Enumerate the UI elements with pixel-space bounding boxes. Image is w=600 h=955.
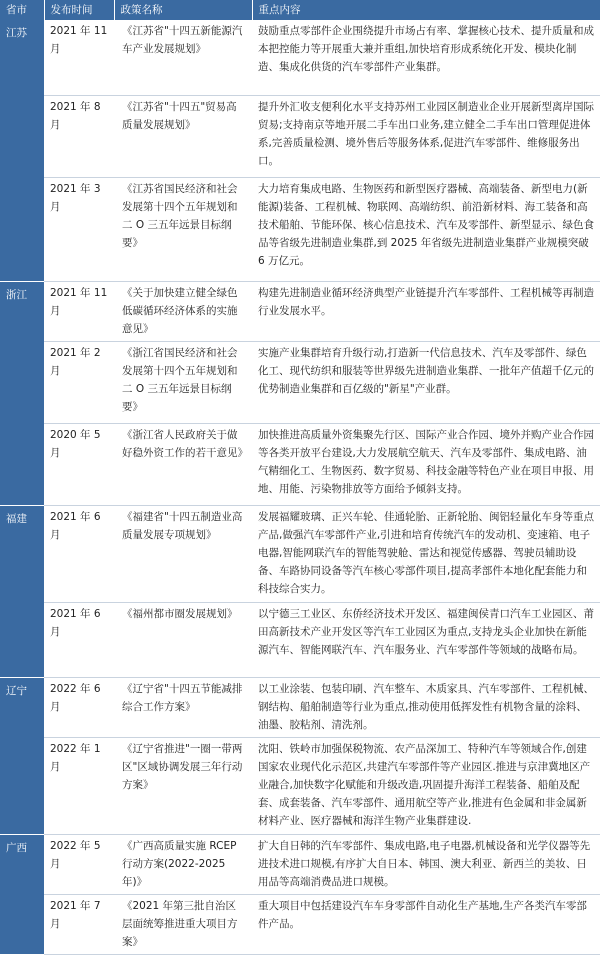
policy-cell: 《福建省"十四五制造业高质量发展专项规划》 (114, 505, 252, 602)
date-cell: 2021 年 2 月 (44, 341, 114, 423)
table-row (0, 341, 600, 423)
date-cell: 2021 年 8 月 (44, 95, 114, 177)
table-row (0, 177, 600, 281)
content-cell: 加快推进高质量外资集聚先行区、国际产业合作园、境外并购产业合作园等各类开放平台建设,大力发展航空航天、汽车及零部件、集成电路、油气精细化工、生物医药、数字贸易、科技金融等特色产业在项目申报、用地、用能、污染物排放等方面给予倾斜支持。 (252, 423, 600, 505)
date-cell: 2021 年 11 月 (44, 281, 114, 341)
content-cell: 大力培育集成电路、生物医药和新型医疗器械、高端装备、新型电力(新能源)装备、工程机械、物联网、高端纺织、前沿新材料、海工装备和高技术船舶、节能环保、核心信息技术、汽车及零部件、新型显示、绿色食品等省级先进制造业集群,到 2025 年省级先进制造业集群产业规模突破 6 万亿元。 (252, 177, 600, 281)
province-cell: 浙江 (0, 281, 44, 505)
content-cell: 沈阳、铁岭市加强保税物流、农产品深加工、特种汽车等领域合作,创建国家农业现代化示范区,共建汽车零部件等产业园区.推进与京津冀地区产业融合,加快数字化赋能和升级改造,巩固提升海洋工程装备、船舶及配套、成套装备、汽车零部件、通用航空等产业,推进有色金属和非金属新材料产业、医疗器械和海洋生物产业集群建设. (252, 737, 600, 834)
content-cell: 实施产业集群培育升级行动,打造新一代信息技术、汽车及零部件、绿色化工、现代纺织和服装等世界级先进制造业集群、一批年产值超千亿元的优势制造业集群和百亿级的"新星"产业群。 (252, 341, 600, 423)
date-cell: 2021 年 3 月 (44, 177, 114, 281)
content-cell: 提升外汇收支便利化水平支持苏州工业园区制造业企业开展新型离岸国际贸易;支持南京等地开展二手车出口业务,建立健全二手车出口管理促进体系,完善质量检测、境外售后等服务体系,促进汽车零部件、维修服务出口。 (252, 95, 600, 177)
date-cell: 2021 年 6 月 (44, 505, 114, 602)
date-cell: 2021 年 11 月 (44, 20, 114, 95)
policy-cell: 《广西高质量实施 RCEP 行动方案(2022-2025 年)》 (114, 834, 252, 894)
content-cell: 重大项目中包括建设汽车车身零部件自动化生产基地,生产各类汽车零部件产品。 (252, 894, 600, 954)
table-row (0, 677, 600, 737)
table-row (0, 20, 600, 95)
policy-cell: 《2021 年第三批自治区层面统筹推进重大项目方案》 (114, 894, 252, 954)
policy-cell: 《辽宁省推进"一圈一带两区"区域协调发展三年行动方案》 (114, 737, 252, 834)
province-cell: 广西 (0, 834, 44, 954)
policy-cell: 《江苏省"十四五新能源汽车产业发展规划》 (114, 20, 252, 95)
table-row (0, 602, 600, 677)
table-row (0, 505, 600, 602)
content-cell: 以工业涂装、包装印刷、汽车整车、木质家具、汽车零部件、工程机械、钢结构、船舶制造等行业为重点,推动使用低挥发性有机物含量的涂料、油墨、胶粘剂、清洗剂。 (252, 677, 600, 737)
header-date: 发布时间 (44, 0, 114, 20)
province-cell: 福建 (0, 505, 44, 677)
table-row (0, 737, 600, 834)
content-cell: 构建先进制造业循环经济典型产业链提升汽车零部件、工程机械等再制造行业发展水平。 (252, 281, 600, 341)
date-cell: 2022 年 5 月 (44, 834, 114, 894)
table-row (0, 423, 600, 505)
header-content: 重点内容 (252, 0, 600, 20)
header-row (0, 0, 600, 20)
table-row (0, 894, 600, 954)
policy-cell: 《辽宁省"十四五节能减排综合工作方案》 (114, 677, 252, 737)
date-cell: 2022 年 1 月 (44, 737, 114, 834)
policy-cell: 《福州都市圈发展规划》 (114, 602, 252, 677)
date-cell: 2020 年 5 月 (44, 423, 114, 505)
date-cell: 2022 年 6 月 (44, 677, 114, 737)
header-policy: 政策名称 (114, 0, 252, 20)
table-row (0, 281, 600, 341)
policy-cell: 《浙江省国民经济和社会发展第十四个五年规划和二 O 三五年远景目标纲要》 (114, 341, 252, 423)
content-cell: 以宁德三工业区、东侨经济技术开发区、福建闽侯青口汽车工业园区、莆田高新技术产业开发区等汽车工业园区为重点,支持龙头企业加快在新能源汽车、智能网联汽车、汽车服务业、汽车零部件等领域的战略布局。 (252, 602, 600, 677)
table-body (0, 20, 600, 954)
content-cell: 扩大自日韩的汽车零部件、集成电路,电子电器,机械设备和光学仪器等先进技术进口规模,有序扩大自日本、韩国、澳大利亚、新西兰的美妆、日用品等高端消费品进口规模。 (252, 834, 600, 894)
header-province: 省市 (0, 0, 44, 20)
province-cell: 江苏 (0, 20, 44, 281)
table-row (0, 834, 600, 894)
policy-cell: 《浙江省人民政府关于做好稳外资工作的若干意见》 (114, 423, 252, 505)
policy-cell: 《关于加快建立健全绿色低碳循环经济体系的实施意见》 (114, 281, 252, 341)
policy-cell: 《江苏省国民经济和社会发展第十四个五年规划和二 O 三五年远景目标纲要》 (114, 177, 252, 281)
date-cell: 2021 年 6 月 (44, 602, 114, 677)
content-cell: 发展福耀玻璃、正兴车轮、佳通轮胎、正新轮胎、闽铝轻量化车身等重点产品,做强汽车零部件产业,引进和培育传统汽车的发动机、变速箱、电子电器,智能网联汽车的智能驾驶舱、雷达和视觉传感器、驾驶员辅助设备、车路协同设备等汽车核心零部件项目,提高孝部件本地化配套能力和科技综合实力。 (252, 505, 600, 602)
content-cell: 鼓励重点零部件企业围绕提升市场占有率、掌握核心技术、提升质量和成本把控能力等开展重大兼并重组,加快培育形成系统化开发、模块化制造、集成化供货的汽车零部件产业集群。 (252, 20, 600, 95)
table-row (0, 95, 600, 177)
province-cell: 辽宁 (0, 677, 44, 834)
date-cell: 2021 年 7 月 (44, 894, 114, 954)
policy-cell: 《江苏省"十四五"贸易高质量发展规划》 (114, 95, 252, 177)
